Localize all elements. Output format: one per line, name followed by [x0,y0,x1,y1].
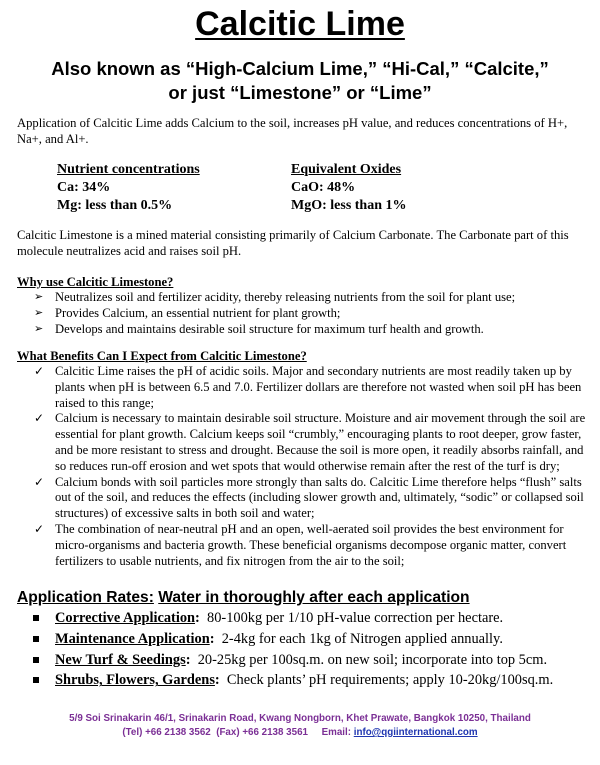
why-heading: Why use Calcitic Limestone? [17,275,174,289]
list-item: Maintenance Application: 2-4kg for each 1kg of Nitrogen applied annually. [30,629,596,650]
list-item: ✓ Calcium bonds with soil particles more strongly than salts do. Calcitic Lime therefore helps “flush” salts out of the soil, and reduces the effects (including slower growth and, ultimately, “sodic” or collapsed soil structures) of excessive salts in both soil and water; [34,474,584,521]
list-item: ➢ Provides Calcium, an essential nutrient for plant growth; [34,305,341,320]
description-paragraph: Calcitic Limestone is a mined material consisting primarily of Calcium Carbonate. The Carbonate part of this molecule neutralizes acid and raises soil pH. [17,228,569,258]
oxide-cao: CaO: 48% [291,180,356,195]
list-item: Corrective Application: 80-100kg per 1/10 pH-value correction per hectare. [30,608,596,629]
arrow-right-icon: ➢ [34,322,44,335]
footer-tel: (Tel) +66 2138 3562 [122,727,211,738]
square-bullet-icon [33,636,39,642]
intro-paragraph: Application of Calcitic Lime adds Calcium to the soil, increases pH value, and reduces concentrations of H+, Na+, and Al+. [17,116,568,146]
subtitle [0,57,600,105]
square-bullet-icon [33,615,39,621]
square-bullet-icon [33,657,39,663]
list-item: ✓ The combination of near-neutral pH and an open, well-aerated soil provides the best environment for micro-organisms and bacteria growth. These beneficial organisms decompose organic matter, convert fertilizers to usable nutrients, and fix nitrogen from the air to the soil; [34,521,567,568]
check-mark-icon: ✓ [34,521,45,536]
nutrient-concentrations [57,161,200,215]
footer-fax: (Fax) +66 2138 3561 [216,727,308,738]
equivalent-oxides [291,161,407,215]
list-item: ➢ Neutralizes soil and fertilizer acidity, thereby releasing nutrients from the soil for plant use; [34,290,516,304]
list-item: ➢ Develops and maintains desirable soil structure for maximum turf health and growth. [34,321,484,336]
square-bullet-icon [33,677,39,683]
arrow-right-icon: ➢ [34,306,44,319]
page-title: Calcitic Lime [195,5,405,43]
list-item: ✓ Calcitic Lime raises the pH of acidic soils. Major and secondary nutrients are most readily taken up by plants when pH is between 6.5 and 7.0. Fertilizer dollars are therefore not wasted when soil pH has been raised to this range; [34,364,582,410]
benefits-list [17,364,593,569]
arrow-right-icon: ➢ [34,291,44,303]
subtitle-line-2: or just “Limestone” or “Lime” [168,82,432,103]
nutrient-header: Nutrient concentrations [57,162,200,177]
subtitle-line-1: Also known as “High-Calcium Lime,” “Hi-Cal,” “Calcite,” [51,58,549,79]
email-link[interactable]: info@qgiinternational.com [353,727,478,738]
check-mark-icon: ✓ [34,364,45,378]
why-list [17,290,593,337]
benefits-heading: What Benefits Can I Expect from Calcitic Limestone? [17,349,307,363]
application-rates-label: Application Rates: [17,589,154,606]
application-rates-list [30,608,596,691]
footer-email-label: Email: [321,727,351,738]
list-item: New Turf & Seedings: 20-25kg per 100sq.m. on new soil; incorporate into top 5cm. [30,650,596,671]
application-rates-note: Water in thoroughly after each application [158,589,470,606]
nutrient-ca: Ca: 34% [57,180,111,195]
nutrient-mg: Mg: less than 0.5% [57,198,173,213]
check-mark-icon: ✓ [34,411,45,426]
check-mark-icon: ✓ [34,474,45,489]
footer-address: 5/9 Soi Srinakarin 46/1, Srinakarin Road, Kwang Nongborn, Khet Prawate, Bangkok 10250, Thailand [69,713,531,724]
list-item: Shrubs, Flowers, Gardens: Check plants’ pH requirements; apply 10-20kg/100sq.m. [30,670,596,691]
oxides-header: Equivalent Oxides [291,162,402,177]
footer-contact [0,726,600,740]
list-item: ✓ Calcium is necessary to maintain desirable soil structure. Moisture and air movement through the soil are essential for plant growth. Calcium keeps soil “crumbly,” encouraging plants to root deeper, grow faster, and be more resistant to stress and drought. Because the soil is more open, it readily absorbs rainfall, and so reduces run-off erosion and wet spots that would otherwise remain after the rest of the turf is dry; [34,411,586,473]
application-rates-heading [17,588,470,608]
oxide-mgo: MgO: less than 1% [291,198,407,213]
